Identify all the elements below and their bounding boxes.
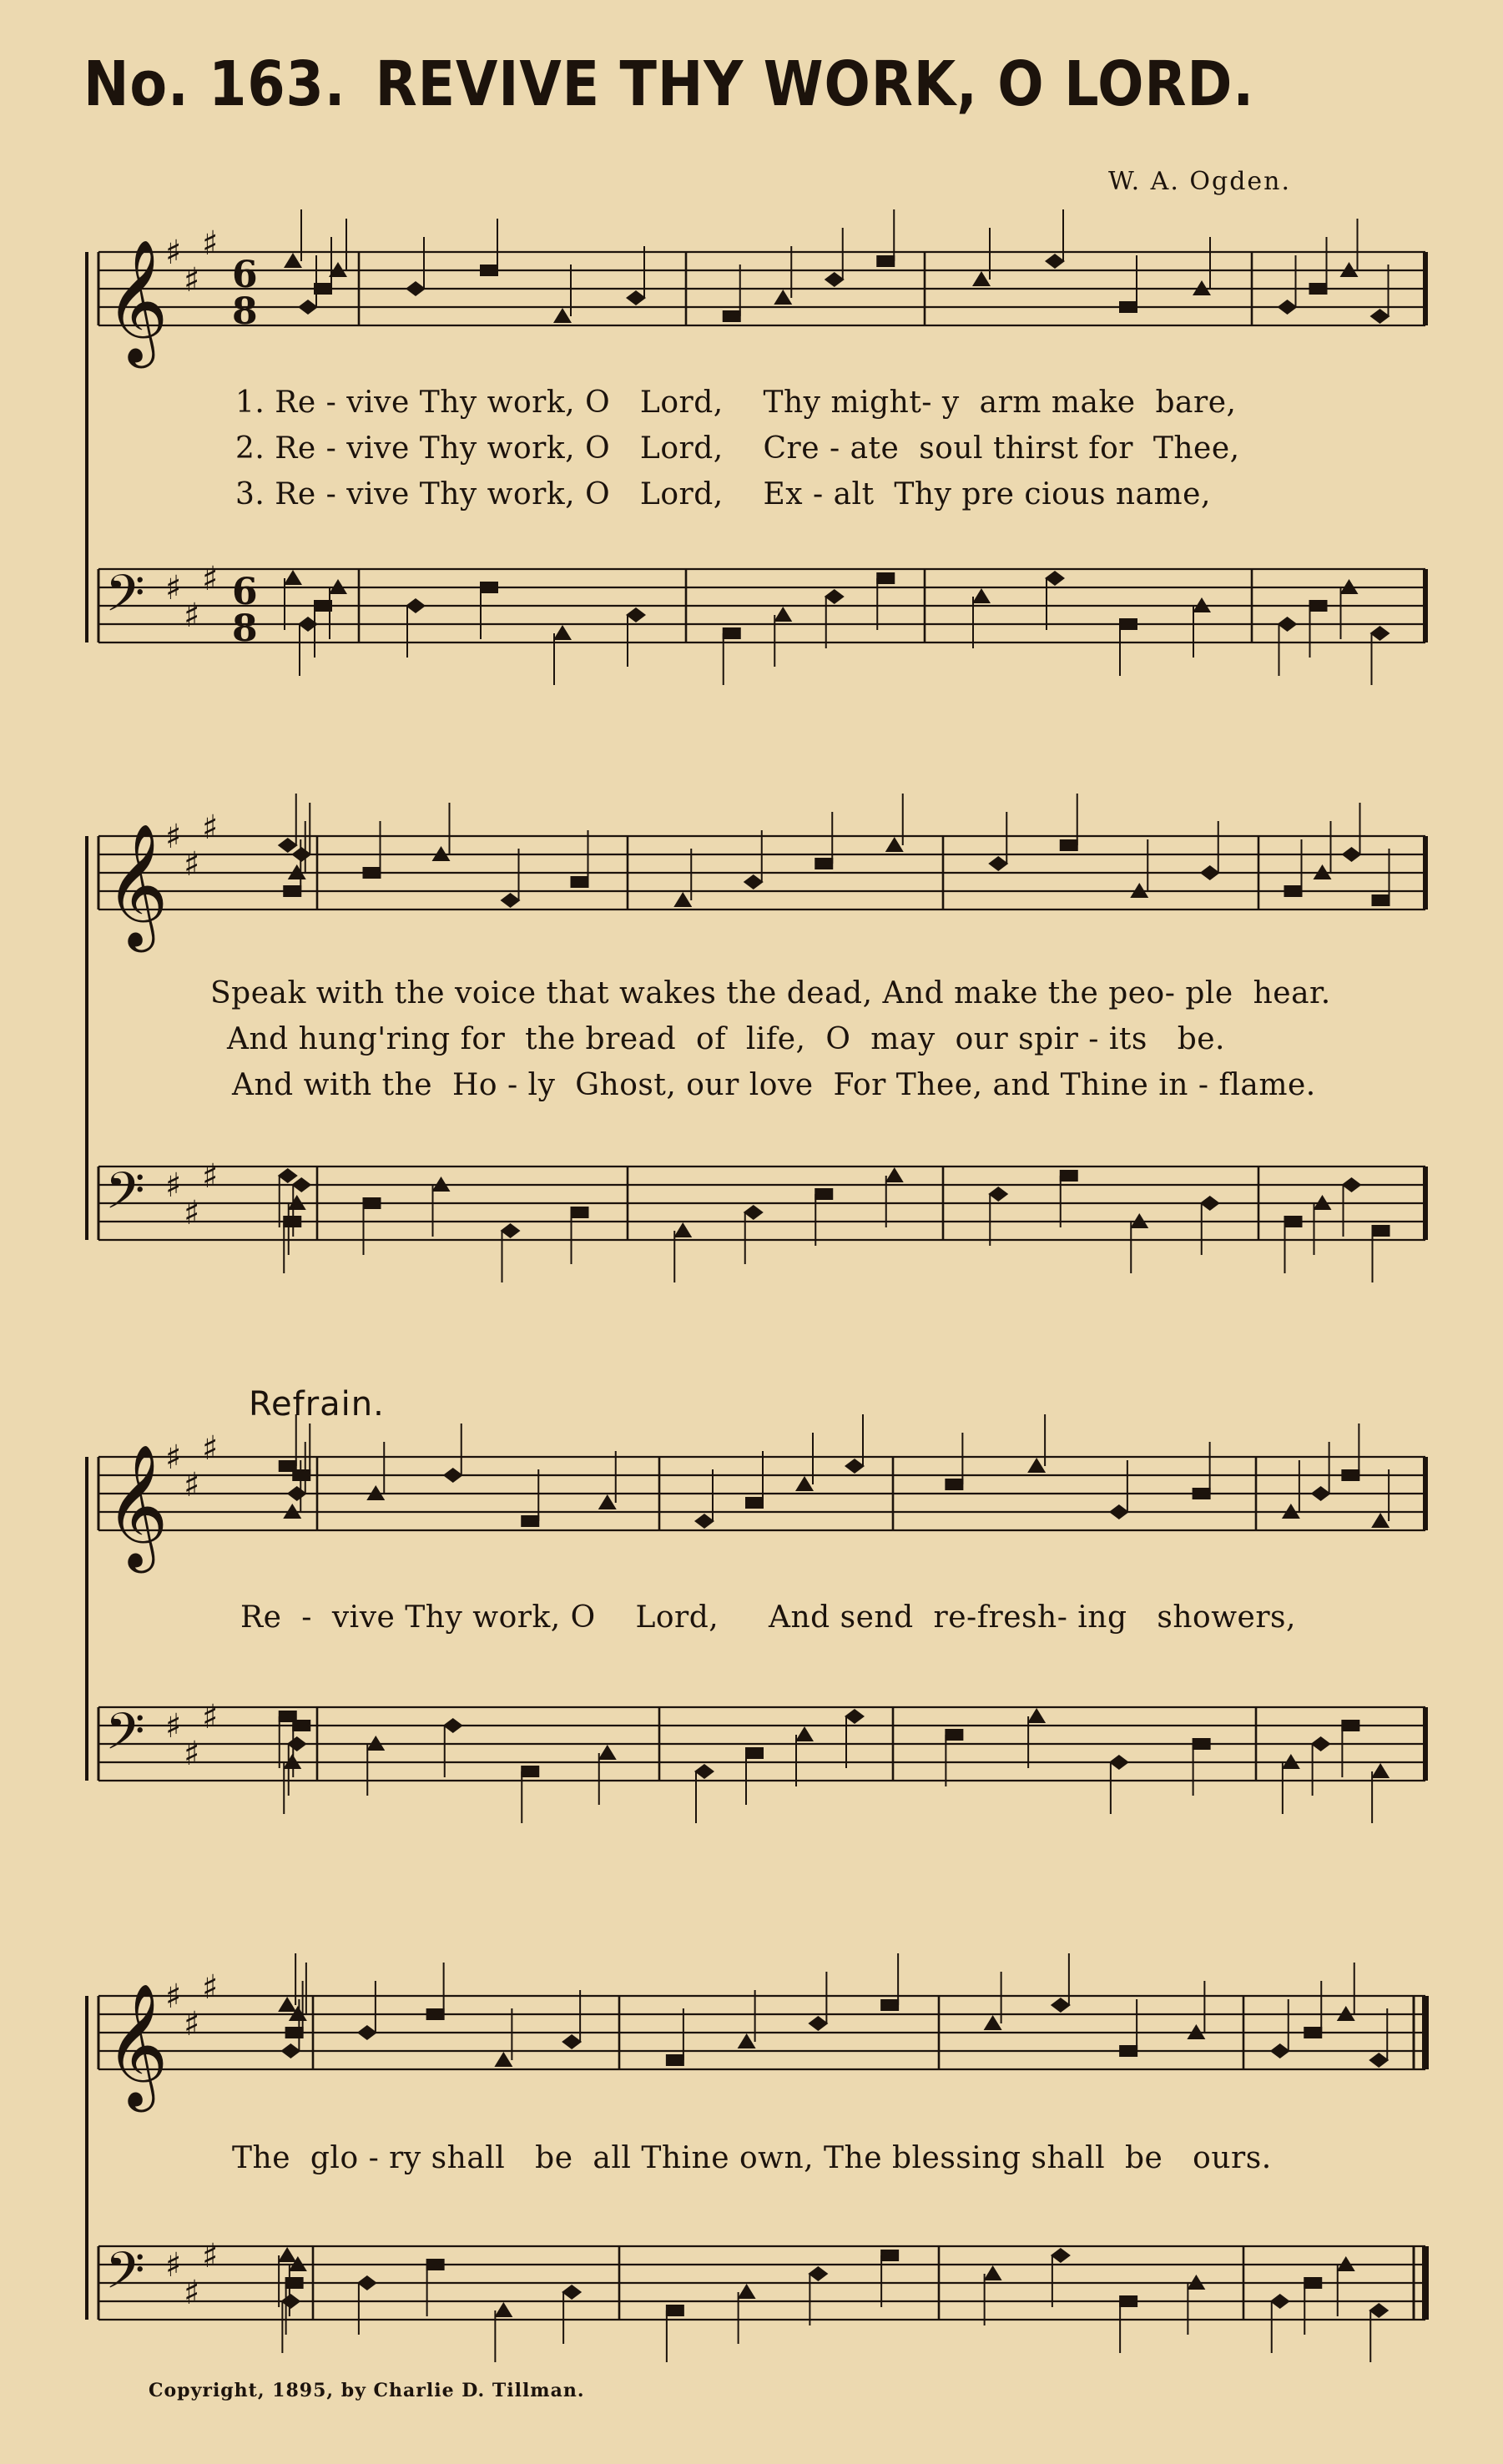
note-head-diamond [443,1718,463,1733]
refrain-label: Refrain. [249,1385,385,1423]
note-head-triangle [673,1222,692,1237]
note-head-triangle [284,253,302,268]
hymn-title-text: REVIVE THY WORK, O LORD. [375,48,1254,120]
note-head-square [1060,1170,1078,1182]
note-head-square [292,1720,310,1731]
note-head-diamond [278,838,298,853]
note-head-triangle [885,1167,904,1182]
sharp-icon: ♯ [165,1978,182,2016]
note-head-diamond [1270,2043,1290,2058]
note-head-diamond [1342,1177,1362,1192]
sharp-icon: ♯ [202,1968,219,2007]
note-head-diamond [562,2285,582,2300]
note-head-square [1372,894,1390,906]
note-head-triangle [984,2015,1002,2030]
note-head-triangle [972,588,991,603]
note-head-square [745,1747,764,1759]
sharp-icon: ♯ [165,1166,182,1205]
note-head-diamond [562,2034,582,2049]
note-head-diamond [988,856,1008,871]
note-head-triangle [284,570,302,585]
note-head-diamond [1109,1504,1129,1519]
note-head-triangle [795,1726,814,1741]
sharp-icon: ♯ [184,2005,200,2043]
note-head-square [1341,1720,1359,1731]
note-head-square [314,283,332,295]
note-head-triangle [774,607,792,622]
note-head-square [723,310,741,322]
note-head-triangle [673,892,692,907]
note-head-triangle [1371,1763,1390,1778]
note-head-square [723,627,741,639]
note-head-triangle [553,625,572,640]
note-head-diamond [1051,2248,1071,2263]
sharp-icon: ♯ [184,1194,200,1232]
sharp-icon: ♯ [165,2246,182,2285]
time-signature-top: 6 [232,571,258,613]
note-head-triangle [795,1476,814,1491]
note-head-diamond [825,272,845,287]
note-head-square [285,2277,304,2289]
note-head-diamond [1370,626,1390,641]
note-head-square [1119,618,1137,630]
note-head-square [1119,2295,1137,2307]
note-head-diamond [501,893,521,908]
note-head-diamond [1311,1486,1331,1501]
note-head-square [945,1729,963,1741]
note-head-square [1309,283,1328,295]
sharp-icon: ♯ [184,845,200,884]
bass-clef-icon: 𝄢 [105,564,145,636]
sharp-icon: ♯ [184,1466,200,1504]
note-head-diamond [808,2016,828,2031]
note-head-diamond [1200,1196,1220,1211]
note-head-diamond [1045,254,1065,269]
note-head-diamond [694,1764,714,1779]
note-head-diamond [626,290,646,305]
note-head-square [571,876,589,888]
note-head-diamond [280,2043,300,2058]
note-head-triangle [1371,1513,1390,1528]
note-head-diamond [406,281,426,296]
note-head-square [480,265,498,276]
note-head-triangle [738,2033,756,2048]
note-head-diamond [1370,309,1390,324]
note-head-square [1193,1488,1211,1499]
note-head-diamond [744,1205,764,1220]
note-head-triangle [885,837,904,852]
note-head-square [815,1188,833,1200]
sharp-icon: ♯ [165,1707,182,1746]
time-signature-bottom: 8 [232,607,258,650]
note-head-square [1284,885,1303,897]
note-head-diamond [443,1468,463,1483]
sharp-icon: ♯ [202,809,219,847]
note-head-triangle [1027,1458,1046,1473]
note-head-triangle [598,1494,617,1509]
note-head-triangle [598,1745,617,1760]
note-head-diamond [287,1736,307,1751]
sharp-icon: ♯ [165,1439,182,1477]
treble-clef-icon: 𝄞 [105,1444,169,1568]
sharp-icon: ♯ [202,560,219,598]
note-head-diamond [1278,617,1298,632]
refrain-lyric-line-1: Re - vive Thy work, O Lord, And send re-fresh- ing showers, [240,1600,1296,1635]
treble-clef-icon: 𝄞 [105,823,169,947]
note-head-square [1304,2277,1322,2289]
composer-credit: W. A. Ogden. [1108,167,1292,196]
note-head-triangle [774,290,792,305]
note-head-diamond [291,847,311,862]
note-head-square [363,1197,381,1209]
note-head-diamond [845,1459,865,1474]
note-head-square [292,1469,310,1481]
sharp-icon: ♯ [184,1735,200,1773]
bass-clef-icon: 𝄢 [105,1702,145,1774]
note-head-triangle [278,2247,296,2262]
sharp-icon: ♯ [184,261,200,300]
note-head-diamond [845,1709,865,1724]
note-head-diamond [1369,2303,1389,2318]
note-head-diamond [988,1187,1008,1202]
sharp-icon: ♯ [202,1157,219,1196]
note-head-diamond [1278,300,1298,315]
note-head-square [285,2027,304,2038]
note-head-diamond [278,1168,298,1183]
note-head-square [1119,2045,1137,2057]
refrain-lyric-line-2: The glo - ry shall be all Thine own, The blessing shall be ours. [232,2141,1272,2175]
bass-clef-icon: 𝄢 [105,1161,145,1233]
lyric-verse-2-line-1: 2. Re - vive Thy work, O Lord, Cre - ate soul thirst for Thee, [235,431,1240,466]
note-head-square [1372,1225,1390,1237]
note-head-square [1341,1469,1359,1481]
note-head-diamond [1270,2294,1290,2309]
note-head-square [666,2305,684,2316]
note-head-diamond [825,589,845,604]
note-head-triangle [553,308,572,323]
note-head-diamond [357,2275,377,2290]
note-head-triangle [494,2302,512,2317]
note-head-square [283,885,301,897]
treble-clef-icon: 𝄞 [105,1983,169,2107]
note-head-diamond [501,1223,521,1238]
note-head-square [880,2250,899,2261]
copyright-notice: Copyright, 1895, by Charlie D. Tillman. [149,2380,585,2401]
lyric-verse-1-line-2: Speak with the voice that wakes the dead, And make the peo- ple hear. [210,976,1331,1010]
note-head-square [876,572,895,584]
note-head-square [571,1207,589,1218]
treble-clef-icon: 𝄞 [105,239,169,363]
note-head-triangle [494,2052,512,2067]
note-head-square [1309,600,1328,612]
sharp-icon: ♯ [202,224,219,263]
sharp-icon: ♯ [202,1429,219,1468]
note-head-diamond [1311,1736,1331,1751]
note-head-diamond [808,2266,828,2281]
note-head-triangle [972,271,991,286]
note-head-square [666,2054,684,2066]
note-head-square [1284,1216,1303,1227]
note-head-triangle [1027,1708,1046,1723]
note-head-square [880,1999,899,2011]
lyric-verse-1-line-1: 1. Re - vive Thy work, O Lord, Thy might- y arm make bare, [235,385,1237,420]
note-head-triangle [738,2284,756,2299]
note-head-square [1193,1738,1211,1750]
note-head-square [521,1515,539,1527]
note-head-diamond [694,1514,714,1529]
note-head-square [1304,2027,1322,2038]
note-head-square [426,2259,445,2270]
hymn-number: No. 163. [83,48,346,120]
note-head-diamond [1109,1755,1129,1770]
note-head-square [1060,839,1078,851]
note-head-square [745,1497,764,1509]
lyric-verse-2-line-2: And hung'ring for the bread of life, O may our spir - its be. [227,1022,1225,1056]
sharp-icon: ♯ [202,2237,219,2275]
note-head-diamond [1051,1998,1071,2013]
note-head-triangle [984,2265,1002,2280]
bass-clef-icon: 𝄢 [105,2241,145,2313]
sharp-icon: ♯ [165,569,182,607]
note-head-diamond [626,607,646,622]
note-head-square [1119,301,1137,313]
note-head-diamond [1369,2053,1389,2068]
note-head-square [521,1766,539,1777]
note-head-diamond [280,2294,300,2309]
note-head-diamond [1200,865,1220,880]
sharp-icon: ♯ [165,818,182,856]
note-head-square [815,858,833,869]
note-head-diamond [1342,847,1362,862]
note-head-square [945,1479,963,1490]
note-head-square [876,255,895,267]
note-head-diamond [357,2025,377,2040]
sharp-icon: ♯ [184,2274,200,2312]
note-head-diamond [744,874,764,889]
lyric-verse-3-line-1: 3. Re - vive Thy work, O Lord, Ex - alt Thy pre cious name, [235,477,1211,511]
sharp-icon: ♯ [184,597,200,635]
time-signature-bottom: 8 [232,290,258,333]
time-signature-top: 6 [232,254,258,296]
note-head-square [426,2008,445,2020]
note-head-diamond [1045,571,1065,586]
sharp-icon: ♯ [165,234,182,272]
note-head-diamond [406,598,426,613]
note-head-square [363,867,381,879]
note-head-triangle [278,1997,296,2012]
note-head-diamond [287,1486,307,1501]
note-head-diamond [298,300,318,315]
sharp-icon: ♯ [202,1698,219,1736]
note-head-square [480,582,498,593]
note-head-diamond [291,1177,311,1192]
lyric-verse-3-line-2: And with the Ho - ly Ghost, our love For Thee, and Thine in - flame. [232,1068,1316,1102]
